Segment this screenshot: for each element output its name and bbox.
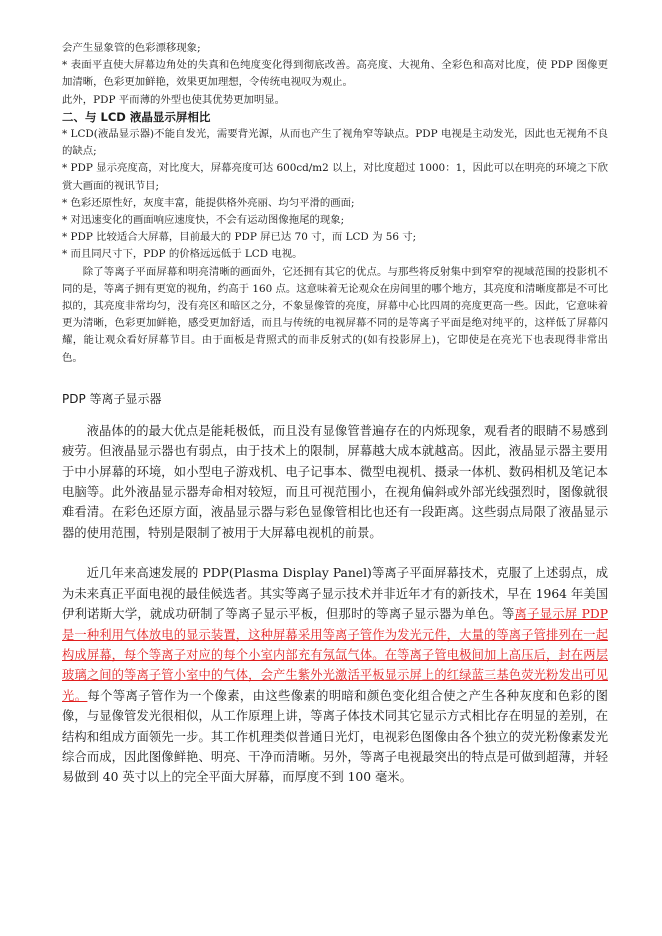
pdp-heading: PDP 等离子显示器 [62, 391, 162, 406]
text-line: 此外，PDP 平而薄的外型也使其优势更加明显。 [62, 93, 286, 106]
advantages-paragraph: 除了等离子平面屏幕和明亮清晰的画面外，它还拥有其它的优点。与那些将反射集中到窄窄的视域范围的投影机不同的是，等离子拥有更宽的视角，约高于 160 点。这意味着无论观众在房间里的哪个地方，其亮度和清晰度都是不可比拟的，其亮度非常均匀，没有亮区和暗区之分，不象显像管的亮度，屏幕中心比四周的亮度更高一些。因此，它意味着更为清晰，色彩更加鲜艳，感受更加舒适，而且与传统的电视屏幕不同的是等离子平面是绝对纯平的，这样低了屏幕闪耀，能让观众看好屏幕节目。由于面板是背照式的而非反射式的(如有投影屏上)，它即使是在亮光下也表现得非常出色。 [62, 265, 608, 364]
bullet-item: * 对迅速变化的画面响应速度快，不会有运动图像拖尾的现象; [62, 214, 345, 227]
document-page [62, 40, 608, 788]
text-line: * 表面平直使大屏幕边角处的失真和色纯度变化得到彻底改善。高亮度、大视角、全彩色和高对比度，使 PDP 图像更加清晰，色彩更加鲜艳，效果更加理想，令传统电视叹为观止。 [62, 59, 608, 89]
bullet-item: * PDP 显示亮度高，对比度大，屏幕亮度可达 600cd/m2 以上，对比度超过 1000：1，因此可以在明亮的环境之下欣赏大画面的视讯节目; [62, 162, 608, 192]
text-line: 会产生显象管的色彩漂移现象; [62, 42, 201, 54]
highlighted-text: 离子显示屏 PDP 是一种利用气体放电的显示装置，这种屏幕采用等离子管作为发光元件，大量的等离子管排列在一起构成屏幕，每个等离子对应的每个小室内部充有氖氙气体。在等离子管电极间加上高压后，封在两层玻璃之间的等离子管小室中的气体，会产生紫外光激活平板显示屏上的红绿蓝三基色荧光粉发出可见光。 [62, 607, 608, 703]
section-heading: 二、与 LCD 液晶显示屏相比 [62, 109, 211, 124]
bullet-item: * 色彩还原性好，灰度丰富，能提供格外亮丽、均匀平滑的画面; [62, 196, 355, 209]
pdp-paragraph-end: 每个等离子管作为一个像素，由这些像素的明暗和颜色变化组合使之产生各种灰度和色彩的图像，与显像管发光很相似，从工作原理上讲，等离子体技术同其它显示方式相比存在明显的差别，在结构和组成方面领先一步。其工作机理类似普通日光灯，电视彩色图像由各个独立的荧光粉像素发光综合而成，因此图像鲜艳、明亮、干净而清晰。另外，等离子电视最突出的特点是可做到超薄，并轻易做到 40 英寸以上的完全平面大屏幕，而厚度不到 100 毫米。 [62, 688, 608, 785]
lcd-paragraph: 液晶体的的最大优点是能耗极低，而且没有显像管普遍存在的内烁现象，观看者的眼睛不易感到疲劳。但液晶显示器也有弱点，由于技术上的限制，屏幕越大成本就越高。因此，液晶显示器主要用于中小屏幕的环境，如小型电子游戏机、电子记事本、微型电视机、摄录一体机、数码相机及笔记本电脑等。此外液晶显示器寿命相对较短，而且可视范围小，在视角偏斜或外部光线强烈时，图像就很难看清。在彩色还原方面，液晶显示器与彩色显像管相比也还有一段距离。这些弱点局限了液晶显示器的使用范围，特别是限制了被用于大屏幕电视机的前景。 [62, 423, 608, 540]
bullet-item: * LCD(液晶显示器)不能自发光，需要背光源，从而也产生了视角窄等缺点。PDP 电视是主动发光，因此也无视角不良的缺点; [62, 128, 608, 158]
bullet-item: * PDP 比较适合大屏幕，目前最大的 PDP 屏已达 70 寸，而 LCD 为 56 寸; [62, 231, 417, 244]
pdp-paragraph [62, 563, 608, 787]
lcd-comparison-section [62, 40, 608, 367]
pdp-paragraph-start: 近几年来高速发展的 PDP(Plasma Display Panel)等离子平面屏幕技术，克服了上述弱点，成为未来真正平面电视的最佳候选者。其实等离子显示技术并非近年才有的新技术，早在 1964 年美国伊利诺斯大学，就成功研制了等离子显示平板，但那时的等离子显示器为单色。等 [62, 566, 608, 622]
pdp-section [62, 421, 608, 788]
bullet-item: * 而且同尺寸下，PDP 的价格远远低于 LCD 电视。 [62, 248, 303, 261]
